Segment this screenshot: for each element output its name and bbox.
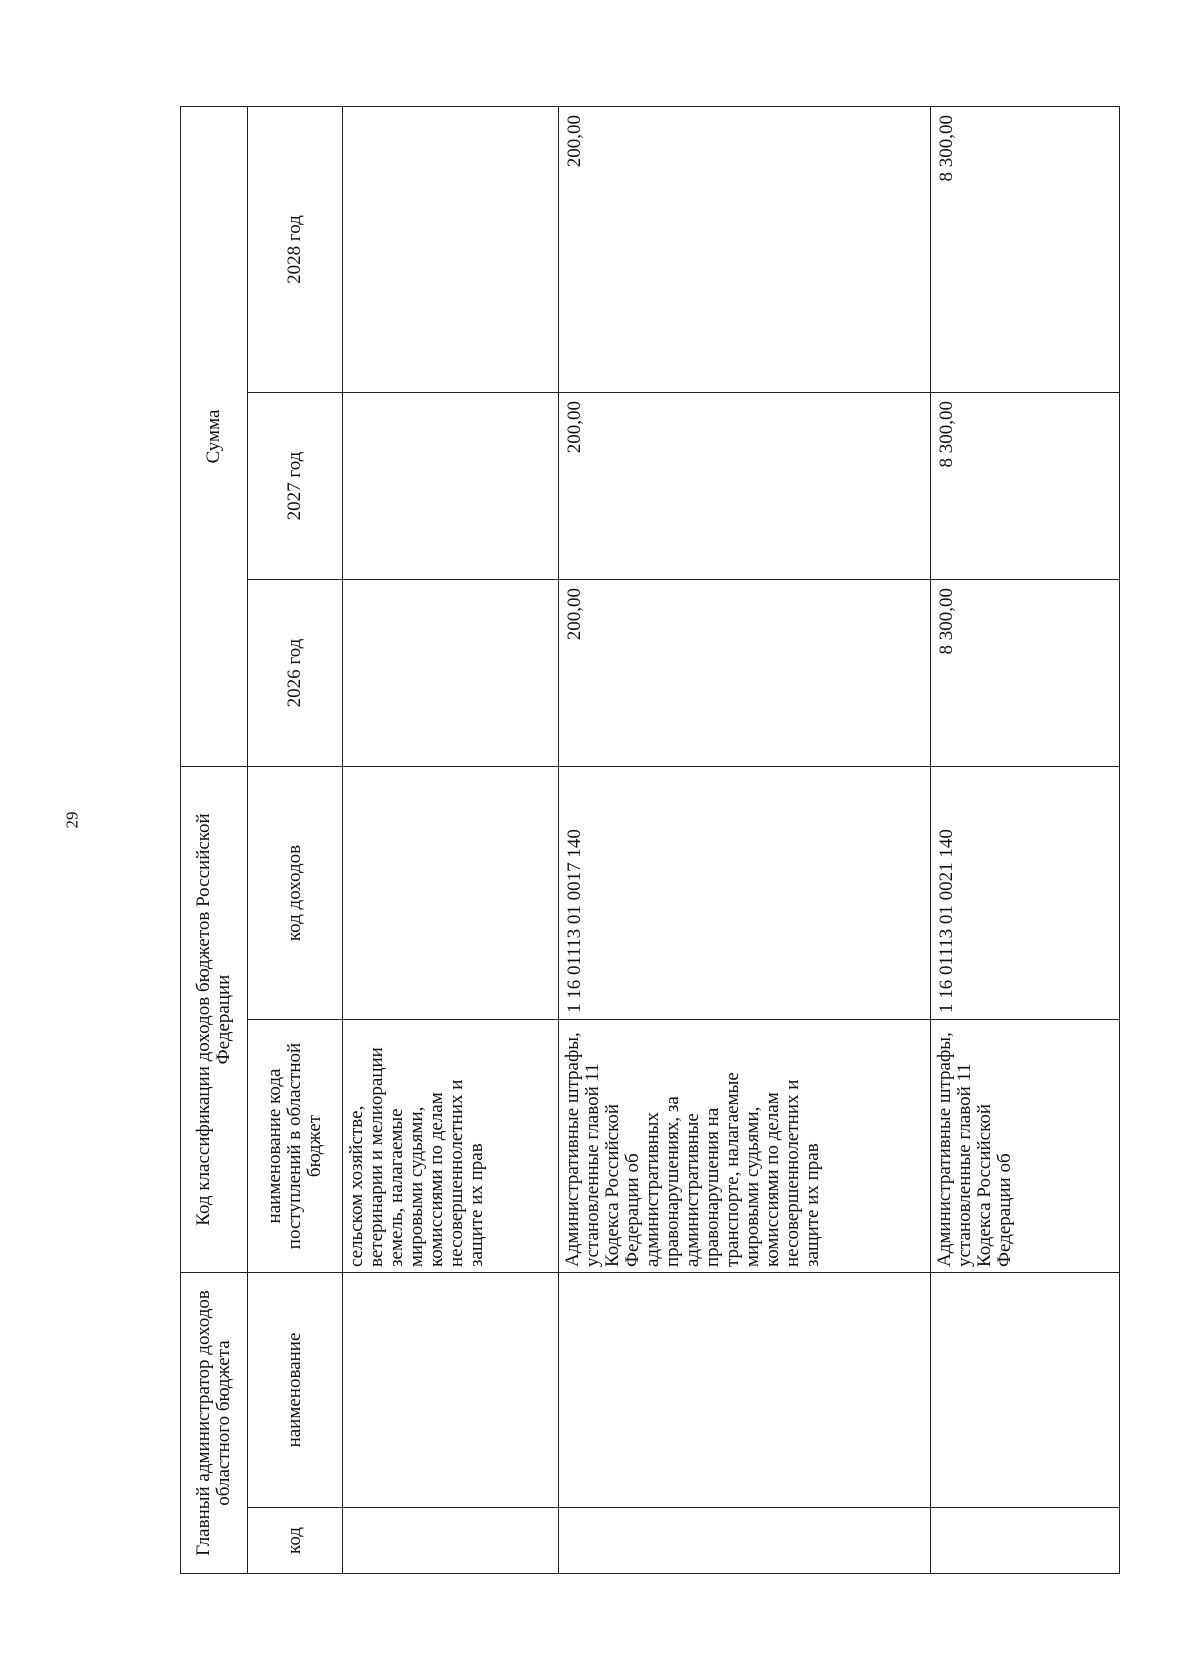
table-row <box>343 106 559 1573</box>
row-2027 <box>343 393 559 580</box>
table-row <box>931 106 1120 1573</box>
row-code <box>559 1508 931 1574</box>
code-group-header: Код классификации доходов бюджетов Российской Федерации <box>181 767 248 1273</box>
row-income-code: 1 16 01113 01 0021 140 <box>931 767 1120 1020</box>
row-2026: 8 300,00 <box>931 580 1120 767</box>
row-2028: 8 300,00 <box>931 106 1120 392</box>
row-name <box>343 1273 559 1508</box>
col-income-name-header: наименование кода поступлений в областной бюджет <box>248 1020 343 1273</box>
row-2026 <box>343 580 559 767</box>
row-2027: 200,00 <box>559 393 931 580</box>
row-code <box>931 1508 1120 1574</box>
sum-group-header: Сумма <box>181 106 248 766</box>
row-name <box>931 1273 1120 1508</box>
row-code <box>343 1508 559 1574</box>
budget-table-container <box>180 107 1117 1574</box>
row-2027: 8 300,00 <box>931 393 1120 580</box>
admin-group-header: Главный администратор доходов областного бюджета <box>181 1273 248 1574</box>
col-name-header: наименование <box>248 1273 343 1508</box>
page-number: 29 <box>62 811 82 829</box>
row-income-name: Административные штрафы, установленные главой 11 Кодекса Российской Федерации об административных правонарушениях, за административные правонарушения на транспорте, налагаемые мировыми судьями, комиссиями по делам несовершеннолетних и защите их прав <box>559 1020 931 1273</box>
row-2028: 200,00 <box>559 106 931 392</box>
row-income-name: сельском хозяйстве, ветеринарии и мелиорации земель, налагаемые мировыми судьями, комиссиями по делам несовершеннолетних и защите их прав <box>343 1020 559 1273</box>
col-income-code-header: код доходов <box>248 767 343 1020</box>
row-name <box>559 1273 931 1508</box>
budget-revenue-table <box>180 106 1120 1574</box>
row-income-name: Административные штрафы, установленные главой 11 Кодекса Российской Федерации об <box>931 1020 1120 1273</box>
row-income-code: 1 16 01113 01 0017 140 <box>559 767 931 1020</box>
row-income-code <box>343 767 559 1020</box>
header-row-sub <box>248 106 343 1573</box>
table-row <box>559 106 931 1573</box>
col-2027-header: 2027 год <box>248 393 343 580</box>
row-2026: 200,00 <box>559 580 931 767</box>
col-code-header: код <box>248 1508 343 1574</box>
row-2028 <box>343 106 559 392</box>
col-2028-header: 2028 год <box>248 106 343 392</box>
col-2026-header: 2026 год <box>248 580 343 767</box>
header-row-top <box>181 106 248 1573</box>
